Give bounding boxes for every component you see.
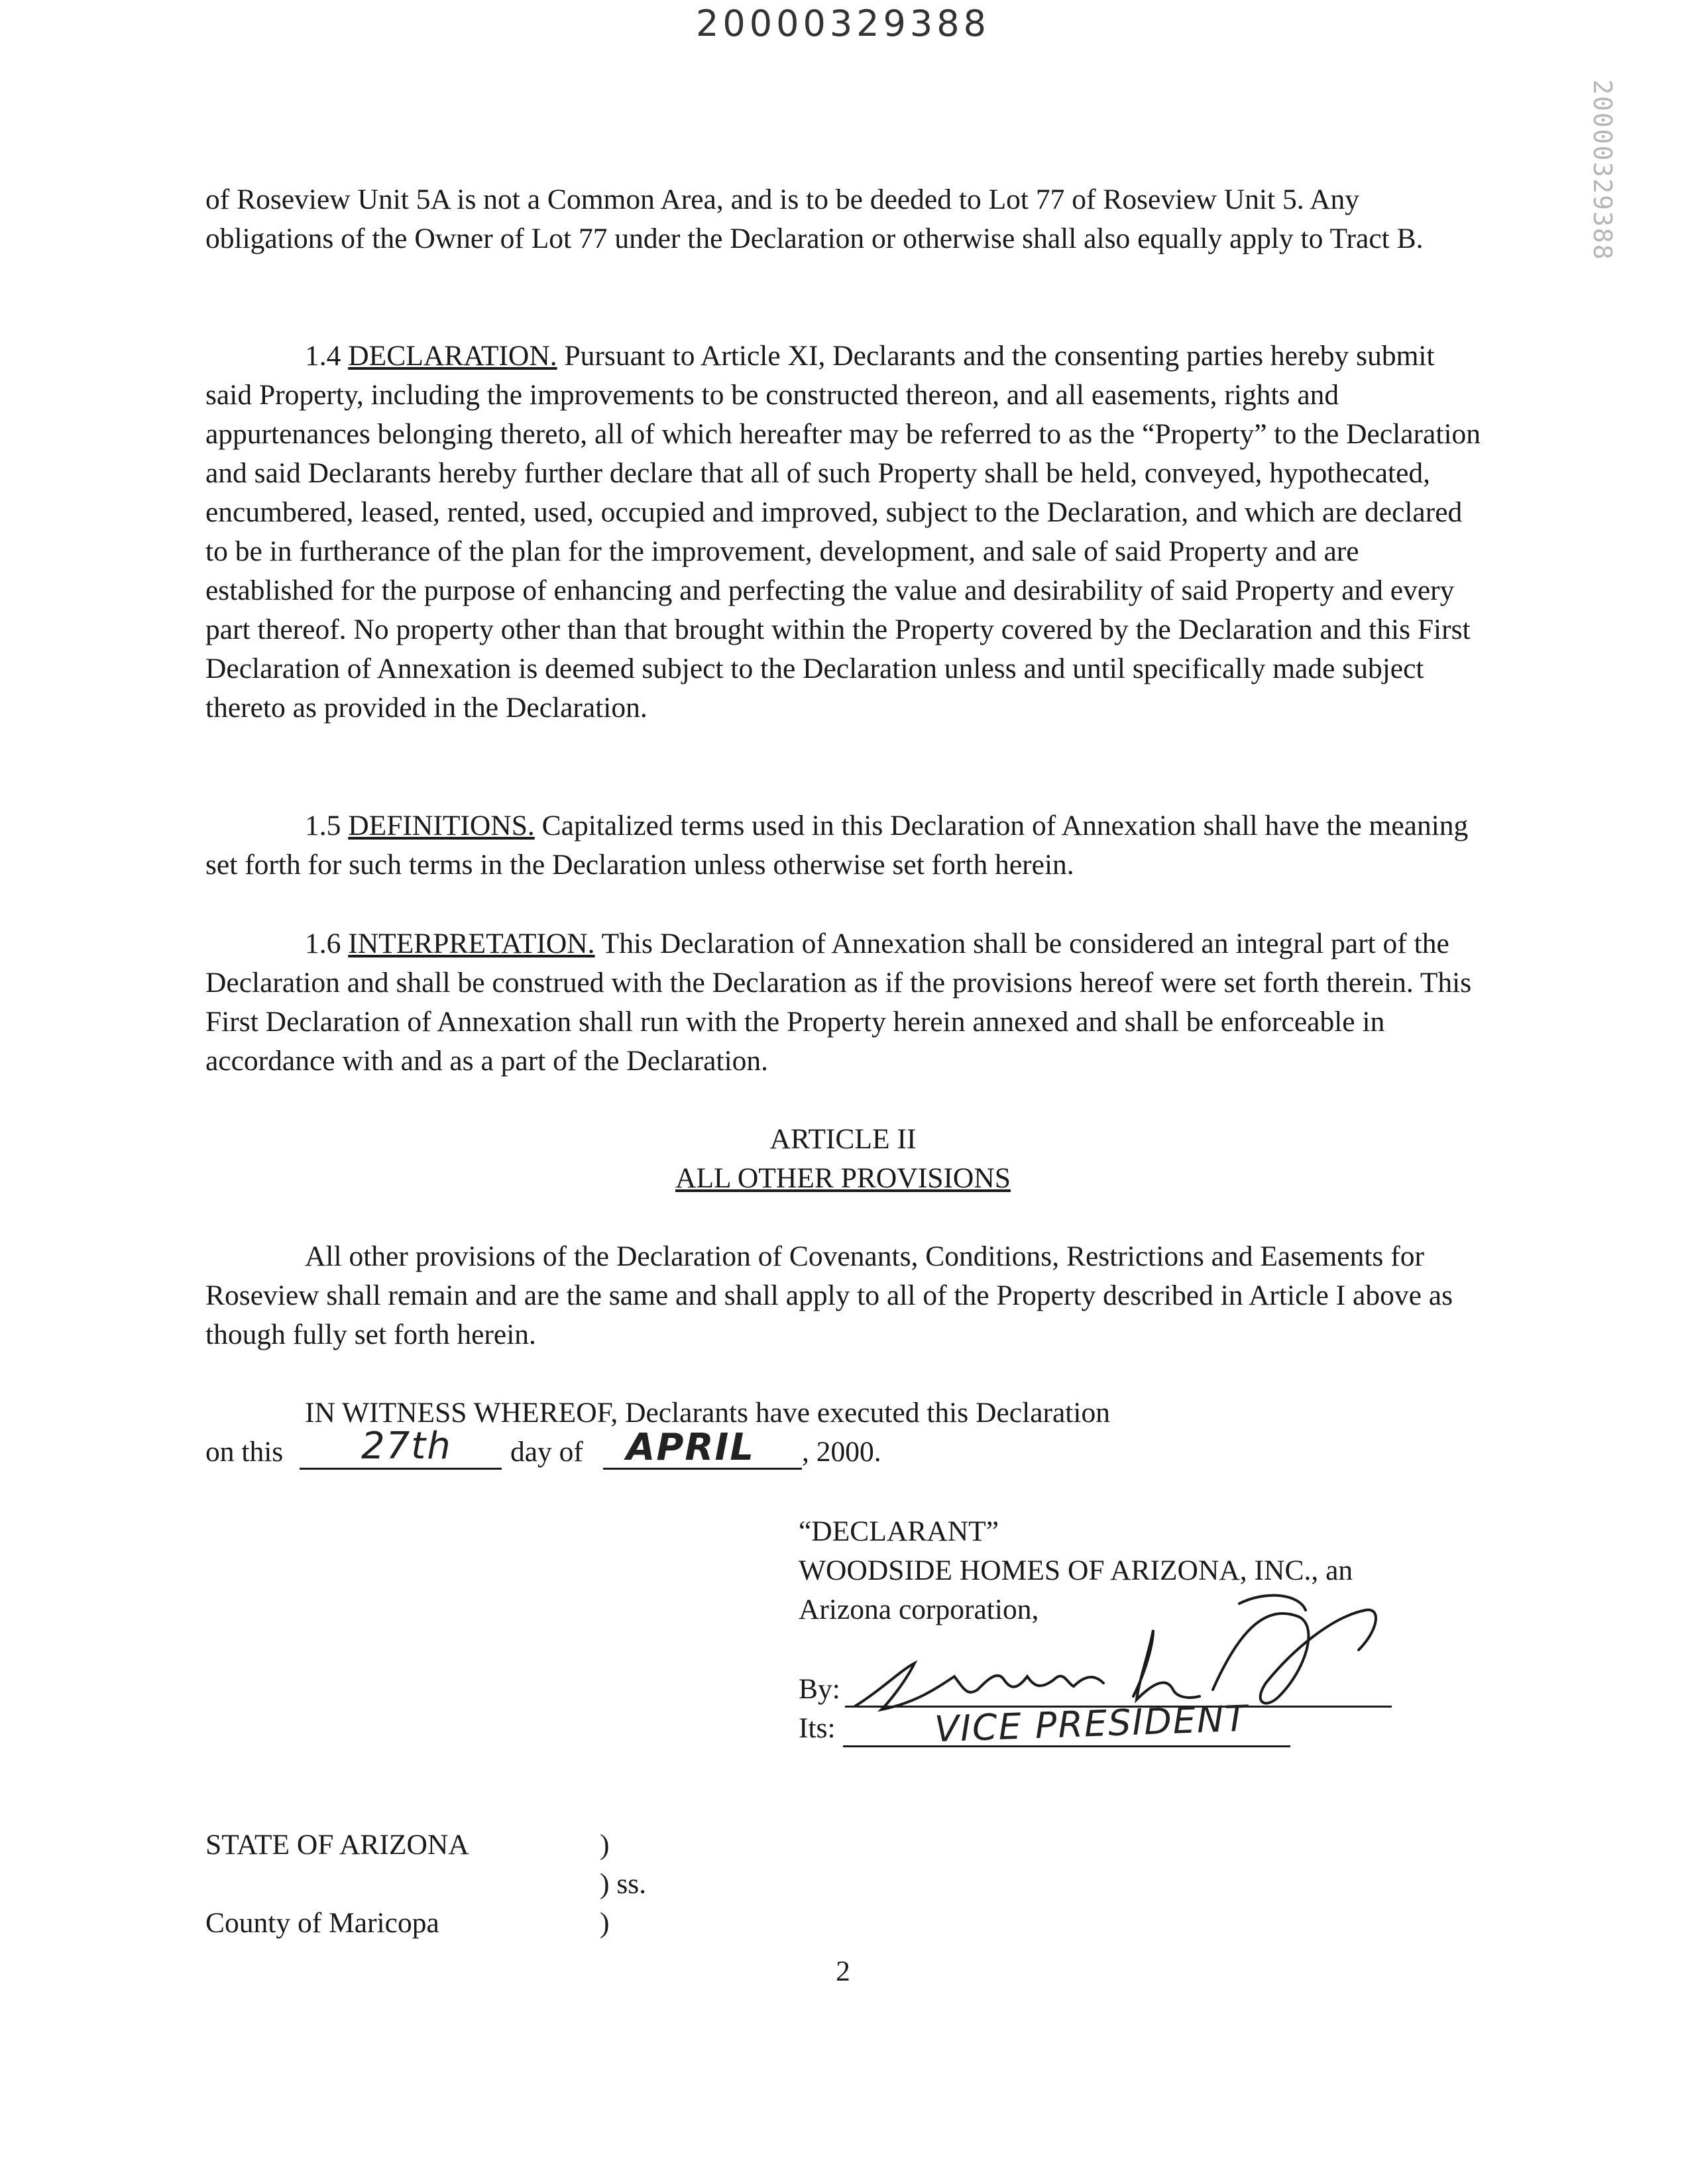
- page-number: 2: [836, 1955, 850, 1987]
- section-1-6-heading: INTERPRETATION.: [348, 928, 595, 959]
- by-label: By:: [799, 1673, 840, 1705]
- article-number: ARTICLE II: [769, 1123, 917, 1155]
- declarant-company: WOODSIDE HOMES OF ARIZONA, INC., an: [799, 1555, 1353, 1586]
- its-label: Its:: [799, 1712, 836, 1744]
- witness-on-this: on this: [205, 1436, 284, 1468]
- venue-county: County of Maricopa: [205, 1907, 439, 1939]
- day-handwritten: 27th: [361, 1425, 452, 1468]
- section-1-4-paragraph: [205, 337, 1485, 728]
- section-1-5-text: Capitalized terms used in this Declaration of Annexation shall have the meaning set forth for such terms in the Declaration unless otherwise set forth herein.: [205, 810, 1469, 881]
- month-handwritten: APRIL: [626, 1426, 756, 1469]
- venue-paren-bottom: ): [600, 1907, 610, 1939]
- section-1-5-number: 1.5: [305, 810, 341, 842]
- witness-line: IN WITNESS WHEREOF, Declarants have executed this Declaration: [305, 1397, 1110, 1429]
- intro-paragraph: of Roseview Unit 5A is not a Common Area, and is to be deeded to Lot 77 of Roseview Unit 5. Any obligations of the Owner of Lot 77 under the Declaration or otherwise shall also equally apply to Tract B.: [205, 184, 1424, 254]
- declarant-role: “DECLARANT”: [799, 1515, 999, 1547]
- section-1-4-number: 1.4: [305, 340, 341, 372]
- declarant-entity: Arizona corporation,: [799, 1594, 1039, 1625]
- article-title-text: ALL OTHER PROVISIONS: [675, 1162, 1011, 1194]
- section-1-5-paragraph: [205, 806, 1485, 885]
- article-title: [0, 1159, 1686, 1198]
- venue-paren-top: ): [600, 1829, 610, 1861]
- section-1-6-number: 1.6: [305, 928, 341, 959]
- title-line: [843, 1745, 1290, 1747]
- section-1-4-text: Pursuant to Article XI, Declarants and the consenting parties hereby submit said Property, including the improvements to be constructed thereon, and all easements, rights and appurtenances belonging thereto, all of which hereafter may be referred to as the “Property” to the Declaration and said Declarants hereby further declare that all of such Property shall be held, conveyed, hypothecated, encumbered, leased, rented, used, occupied and improved, subject to the Declaration, and which are declared to be in furtherance of the plan for the improvement, development, and sale of said Property and are established for the purpose of enhancing and perfecting the value and desirability of said Property and every part thereof. No property other than that brought within the Property covered by the Declaration and this First Declaration of Annexation is deemed subject to the Declaration unless and until specifically made subject thereto as provided in the Declaration.: [205, 340, 1481, 724]
- section-1-6-text: This Declaration of Annexation shall be considered an integral part of the Declaration and shall be construed with the Declaration as if the provisions hereof were set forth therein. This First Declaration of Annexation shall run with the Property herein annexed and shall be enforceable in accordance with and as a part of the Declaration.: [205, 928, 1472, 1077]
- record-number: 20000329388: [696, 3, 990, 44]
- section-1-4-heading: DECLARATION.: [348, 340, 557, 372]
- day-blank-line: [300, 1468, 502, 1470]
- side-record-stamp: 20000329388: [1588, 80, 1617, 261]
- article-ii-paragraph: All other provisions of the Declaration of Covenants, Conditions, Restrictions and Easements for Roseview shall remain and are the same and shall apply to all of the Property described in Article I above as though fully set forth herein.: [205, 1240, 1453, 1350]
- title-handwritten: VICE PRESIDENT: [934, 1697, 1249, 1751]
- venue-state: STATE OF ARIZONA: [205, 1829, 469, 1861]
- section-1-5-heading: DEFINITIONS.: [348, 810, 535, 842]
- section-1-6-paragraph: [205, 924, 1485, 1081]
- witness-day-of: day of: [510, 1436, 583, 1468]
- venue-paren-ss: ) ss.: [600, 1868, 647, 1900]
- witness-year: , 2000.: [802, 1436, 881, 1468]
